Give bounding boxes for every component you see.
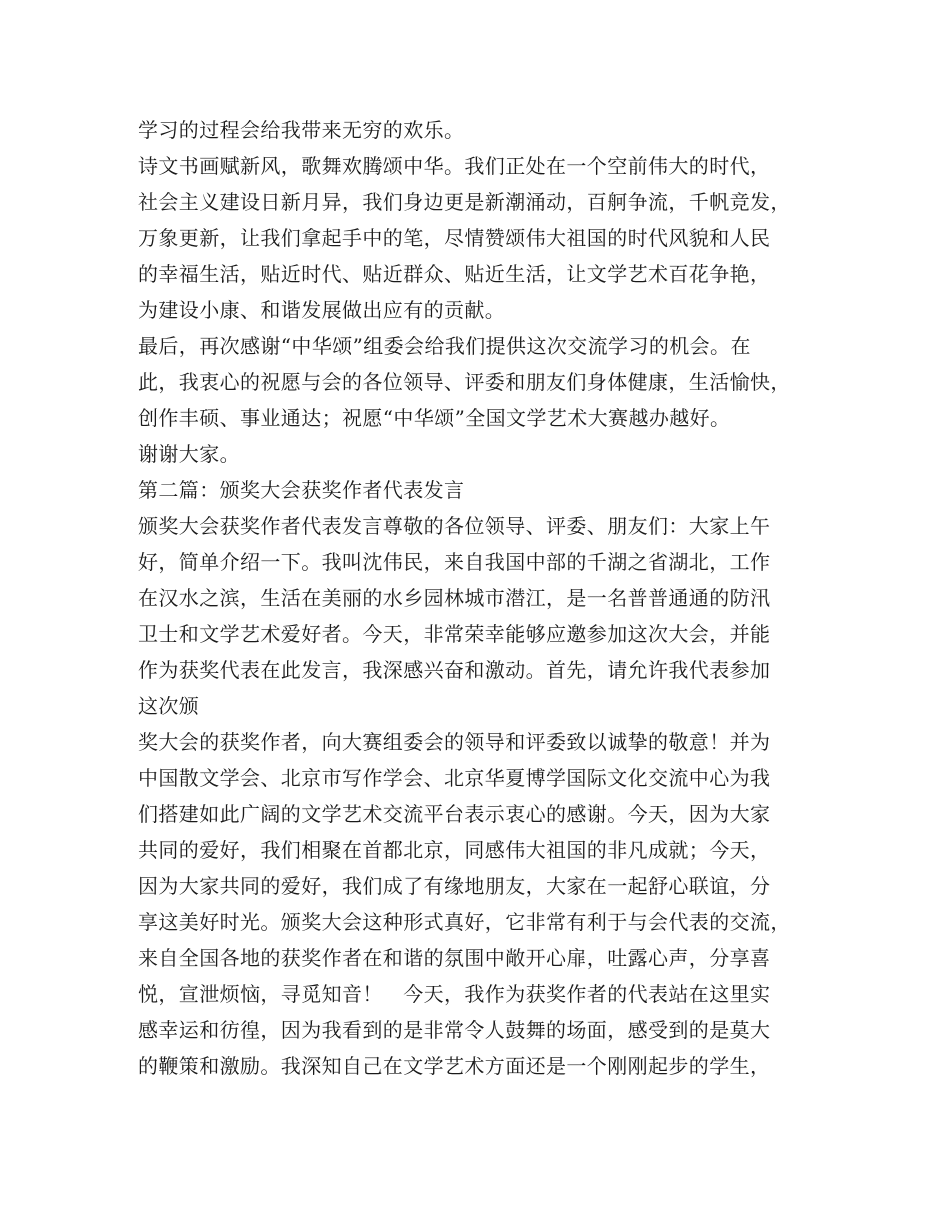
text-line: 好，简单介绍一下。我叫沈伟民，来自我国中部的千湖之省湖北，工作 xyxy=(138,550,771,574)
text-line: 来自全国各地的获奖作者在和谐的氛围中敞开心扉，吐露心声，分享喜 xyxy=(138,946,771,970)
text-line: 中国散文学会、北京市写作学会、北京华夏博学国际文化交流中心为我 xyxy=(138,766,771,790)
text-line: 悦，宣泄烦恼，寻觅知音！ 今天，我作为获奖作者的代表站在这里实 xyxy=(138,982,771,1006)
text-line: 诗文书画赋新风，歌舞欢腾颂中华。我们正处在一个空前伟大的时代， xyxy=(138,154,771,178)
text-line: 的幸福生活，贴近时代、贴近群众、贴近生活，让文学艺术百花争艳， xyxy=(138,262,771,286)
text-line: 这次颁 xyxy=(138,694,200,718)
text-line: 奖大会的获奖作者，向大赛组委会的领导和评委致以诚挚的敬意！并为 xyxy=(138,730,771,754)
text-line: 的鞭策和激励。我深知自己在文学艺术方面还是一个刚刚起步的学生， xyxy=(138,1054,771,1078)
text-line: 学习的过程会给我带来无穷的欢乐。 xyxy=(138,118,465,142)
text-line: 因为大家共同的爱好，我们成了有缘地朋友，大家在一起舒心联谊，分 xyxy=(138,874,771,898)
text-line: 最后，再次感谢“中华颂”组委会给我们提供这次交流学习的机会。在 xyxy=(138,334,751,358)
text-line: 谢谢大家。 xyxy=(138,442,240,466)
text-line: 们搭建如此广阔的文学艺术交流平台表示衷心的感谢。今天，因为大家 xyxy=(138,802,771,826)
text-line: 享这美好时光。颁奖大会这种形式真好，它非常有利于与会代表的交流， xyxy=(138,910,791,934)
text-line: 感幸运和彷徨，因为我看到的是非常令人鼓舞的场面，感受到的是莫大 xyxy=(138,1018,771,1042)
text-line: 社会主义建设日新月异，我们身边更是新潮涌动，百舸争流，千帆竞发， xyxy=(138,190,791,214)
text-line: 颁奖大会获奖作者代表发言尊敬的各位领导、评委、朋友们：大家上午 xyxy=(138,514,771,538)
text-line: 为建设小康、和谐发展做出应有的贡献。 xyxy=(138,298,506,322)
text-line: 作为获奖代表在此发言，我深感兴奋和激动。首先，请允许我代表参加 xyxy=(138,658,771,682)
section-heading: 第二篇：颁奖大会获奖作者代表发言 xyxy=(138,478,465,502)
text-line: 在汉水之滨，生活在美丽的水乡园林城市潜江，是一名普普通通的防汛 xyxy=(138,586,771,610)
text-line: 此，我衷心的祝愿与会的各位领导、评委和朋友们身体健康，生活愉快， xyxy=(138,370,791,394)
document-body xyxy=(138,112,838,1084)
text-line: 万象更新，让我们拿起手中的笔，尽情赞颂伟大祖国的时代风貌和人民 xyxy=(138,226,771,250)
text-line: 卫士和文学艺术爱好者。今天，非常荣幸能够应邀参加这次大会，并能 xyxy=(138,622,771,646)
text-line: 创作丰硕、事业通达；祝愿“中华颂”全国文学艺术大赛越办越好。 xyxy=(138,406,731,430)
text-line: 共同的爱好，我们相聚在首都北京，同感伟大祖国的非凡成就；今天， xyxy=(138,838,771,862)
